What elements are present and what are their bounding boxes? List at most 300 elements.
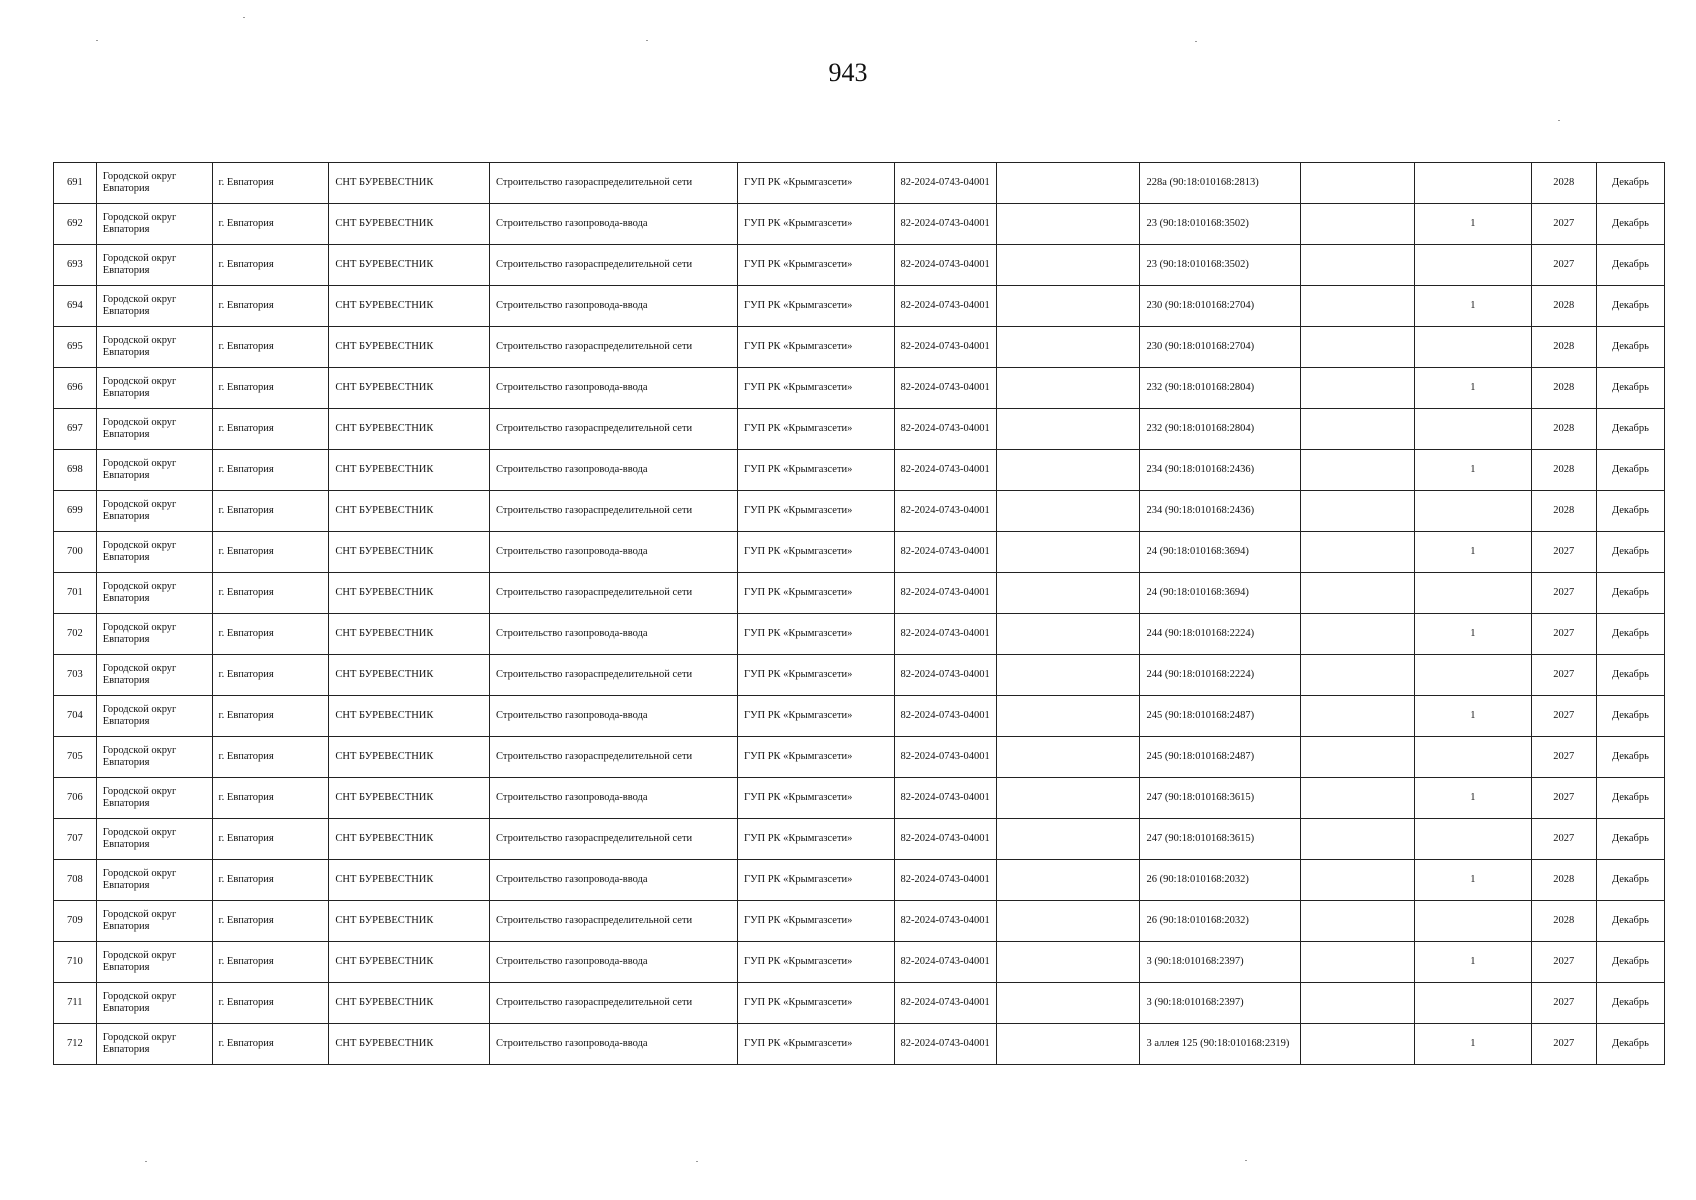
quantity-cell: 1 bbox=[1414, 778, 1531, 819]
object-cell: СНТ БУРЕВЕСТНИК bbox=[329, 860, 490, 901]
code-cell: 82-2024-0743-04001 bbox=[894, 491, 997, 532]
city-cell: г. Евпатория bbox=[212, 450, 329, 491]
city-cell: г. Евпатория bbox=[212, 286, 329, 327]
empty-cell bbox=[1301, 204, 1415, 245]
city-cell: г. Евпатория bbox=[212, 204, 329, 245]
code-cell: 82-2024-0743-04001 bbox=[894, 778, 997, 819]
work-cell: Строительство газораспределительной сети bbox=[490, 573, 738, 614]
district-cell: Городской округ Евпатория bbox=[96, 942, 212, 983]
table-row bbox=[54, 860, 1665, 901]
code-cell: 82-2024-0743-04001 bbox=[894, 204, 997, 245]
quantity-cell: 1 bbox=[1414, 614, 1531, 655]
month-cell: Декабрь bbox=[1596, 450, 1664, 491]
empty-cell bbox=[1301, 942, 1415, 983]
row-number: 699 bbox=[54, 491, 97, 532]
row-number: 710 bbox=[54, 942, 97, 983]
empty-cell bbox=[1301, 245, 1415, 286]
organization-cell: ГУП РК «Крымгазсети» bbox=[738, 368, 895, 409]
row-number: 698 bbox=[54, 450, 97, 491]
year-cell: 2028 bbox=[1531, 286, 1596, 327]
year-cell: 2027 bbox=[1531, 614, 1596, 655]
year-cell: 2028 bbox=[1531, 450, 1596, 491]
registry-table bbox=[53, 162, 1665, 1065]
row-number: 701 bbox=[54, 573, 97, 614]
city-cell: г. Евпатория bbox=[212, 860, 329, 901]
month-cell: Декабрь bbox=[1596, 860, 1664, 901]
row-number: 702 bbox=[54, 614, 97, 655]
code-cell: 82-2024-0743-04001 bbox=[894, 696, 997, 737]
address-cell: 228а (90:18:010168:2813) bbox=[1140, 163, 1301, 204]
object-cell: СНТ БУРЕВЕСТНИК bbox=[329, 245, 490, 286]
year-cell: 2028 bbox=[1531, 163, 1596, 204]
month-cell: Декабрь bbox=[1596, 286, 1664, 327]
district-cell: Городской округ Евпатория bbox=[96, 573, 212, 614]
work-cell: Строительство газораспределительной сети bbox=[490, 491, 738, 532]
code-cell: 82-2024-0743-04001 bbox=[894, 245, 997, 286]
row-number: 692 bbox=[54, 204, 97, 245]
row-number: 705 bbox=[54, 737, 97, 778]
empty-cell bbox=[1301, 901, 1415, 942]
object-cell: СНТ БУРЕВЕСТНИК bbox=[329, 491, 490, 532]
month-cell: Декабрь bbox=[1596, 245, 1664, 286]
empty-cell bbox=[1301, 860, 1415, 901]
month-cell: Декабрь bbox=[1596, 204, 1664, 245]
work-cell: Строительство газораспределительной сети bbox=[490, 327, 738, 368]
district-cell: Городской округ Евпатория bbox=[96, 901, 212, 942]
code-cell: 82-2024-0743-04001 bbox=[894, 450, 997, 491]
organization-cell: ГУП РК «Крымгазсети» bbox=[738, 819, 895, 860]
table-row bbox=[54, 614, 1665, 655]
empty-cell bbox=[1301, 696, 1415, 737]
address-cell: 23 (90:18:010168:3502) bbox=[1140, 245, 1301, 286]
empty-cell bbox=[997, 368, 1140, 409]
work-cell: Строительство газораспределительной сети bbox=[490, 819, 738, 860]
organization-cell: ГУП РК «Крымгазсети» bbox=[738, 409, 895, 450]
address-cell: 234 (90:18:010168:2436) bbox=[1140, 491, 1301, 532]
row-number: 694 bbox=[54, 286, 97, 327]
table-row bbox=[54, 491, 1665, 532]
table-row bbox=[54, 245, 1665, 286]
quantity-cell: 1 bbox=[1414, 368, 1531, 409]
district-cell: Городской округ Евпатория bbox=[96, 491, 212, 532]
quantity-cell bbox=[1414, 901, 1531, 942]
organization-cell: ГУП РК «Крымгазсети» bbox=[738, 245, 895, 286]
year-cell: 2028 bbox=[1531, 491, 1596, 532]
year-cell: 2027 bbox=[1531, 778, 1596, 819]
quantity-cell bbox=[1414, 163, 1531, 204]
city-cell: г. Евпатория bbox=[212, 819, 329, 860]
code-cell: 82-2024-0743-04001 bbox=[894, 819, 997, 860]
table-row bbox=[54, 737, 1665, 778]
empty-cell bbox=[997, 245, 1140, 286]
work-cell: Строительство газопровода-ввода bbox=[490, 778, 738, 819]
organization-cell: ГУП РК «Крымгазсети» bbox=[738, 860, 895, 901]
quantity-cell: 1 bbox=[1414, 532, 1531, 573]
city-cell: г. Евпатория bbox=[212, 696, 329, 737]
scan-speck bbox=[243, 17, 245, 18]
organization-cell: ГУП РК «Крымгазсети» bbox=[738, 1024, 895, 1065]
row-number: 709 bbox=[54, 901, 97, 942]
scan-speck bbox=[696, 1161, 698, 1162]
empty-cell bbox=[1301, 983, 1415, 1024]
object-cell: СНТ БУРЕВЕСТНИК bbox=[329, 368, 490, 409]
work-cell: Строительство газопровода-ввода bbox=[490, 696, 738, 737]
empty-cell bbox=[997, 819, 1140, 860]
empty-cell bbox=[997, 614, 1140, 655]
table-row bbox=[54, 696, 1665, 737]
year-cell: 2027 bbox=[1531, 245, 1596, 286]
year-cell: 2028 bbox=[1531, 327, 1596, 368]
table-row bbox=[54, 204, 1665, 245]
code-cell: 82-2024-0743-04001 bbox=[894, 1024, 997, 1065]
row-number: 696 bbox=[54, 368, 97, 409]
empty-cell bbox=[997, 901, 1140, 942]
quantity-cell: 1 bbox=[1414, 450, 1531, 491]
work-cell: Строительство газопровода-ввода bbox=[490, 286, 738, 327]
table-row bbox=[54, 327, 1665, 368]
table-row bbox=[54, 778, 1665, 819]
code-cell: 82-2024-0743-04001 bbox=[894, 901, 997, 942]
city-cell: г. Евпатория bbox=[212, 901, 329, 942]
empty-cell bbox=[997, 532, 1140, 573]
empty-cell bbox=[997, 655, 1140, 696]
address-cell: 234 (90:18:010168:2436) bbox=[1140, 450, 1301, 491]
address-cell: 245 (90:18:010168:2487) bbox=[1140, 737, 1301, 778]
year-cell: 2028 bbox=[1531, 860, 1596, 901]
district-cell: Городской округ Евпатория bbox=[96, 204, 212, 245]
district-cell: Городской округ Евпатория bbox=[96, 450, 212, 491]
work-cell: Строительство газопровода-ввода bbox=[490, 942, 738, 983]
district-cell: Городской округ Евпатория bbox=[96, 409, 212, 450]
organization-cell: ГУП РК «Крымгазсети» bbox=[738, 491, 895, 532]
empty-cell bbox=[997, 327, 1140, 368]
empty-cell bbox=[1301, 614, 1415, 655]
code-cell: 82-2024-0743-04001 bbox=[894, 983, 997, 1024]
table-row bbox=[54, 983, 1665, 1024]
district-cell: Городской округ Евпатория bbox=[96, 778, 212, 819]
code-cell: 82-2024-0743-04001 bbox=[894, 409, 997, 450]
work-cell: Строительство газопровода-ввода bbox=[490, 450, 738, 491]
empty-cell bbox=[1301, 819, 1415, 860]
district-cell: Городской округ Евпатория bbox=[96, 614, 212, 655]
work-cell: Строительство газораспределительной сети bbox=[490, 737, 738, 778]
row-number: 707 bbox=[54, 819, 97, 860]
scan-speck bbox=[145, 1161, 147, 1162]
quantity-cell: 1 bbox=[1414, 942, 1531, 983]
city-cell: г. Евпатория bbox=[212, 409, 329, 450]
empty-cell bbox=[1301, 286, 1415, 327]
year-cell: 2027 bbox=[1531, 573, 1596, 614]
city-cell: г. Евпатория bbox=[212, 983, 329, 1024]
city-cell: г. Евпатория bbox=[212, 368, 329, 409]
organization-cell: ГУП РК «Крымгазсети» bbox=[738, 163, 895, 204]
address-cell: 230 (90:18:010168:2704) bbox=[1140, 286, 1301, 327]
code-cell: 82-2024-0743-04001 bbox=[894, 368, 997, 409]
object-cell: СНТ БУРЕВЕСТНИК bbox=[329, 573, 490, 614]
address-cell: 3 (90:18:010168:2397) bbox=[1140, 942, 1301, 983]
city-cell: г. Евпатория bbox=[212, 532, 329, 573]
month-cell: Декабрь bbox=[1596, 532, 1664, 573]
empty-cell bbox=[997, 737, 1140, 778]
address-cell: 24 (90:18:010168:3694) bbox=[1140, 532, 1301, 573]
scan-speck bbox=[1558, 120, 1560, 121]
quantity-cell bbox=[1414, 737, 1531, 778]
city-cell: г. Евпатория bbox=[212, 655, 329, 696]
empty-cell bbox=[1301, 573, 1415, 614]
scan-speck bbox=[96, 40, 98, 41]
empty-cell bbox=[997, 573, 1140, 614]
empty-cell bbox=[997, 942, 1140, 983]
year-cell: 2027 bbox=[1531, 696, 1596, 737]
work-cell: Строительство газопровода-ввода bbox=[490, 860, 738, 901]
address-cell: 24 (90:18:010168:3694) bbox=[1140, 573, 1301, 614]
city-cell: г. Евпатория bbox=[212, 573, 329, 614]
month-cell: Декабрь bbox=[1596, 163, 1664, 204]
code-cell: 82-2024-0743-04001 bbox=[894, 942, 997, 983]
table-row bbox=[54, 573, 1665, 614]
empty-cell bbox=[1301, 327, 1415, 368]
year-cell: 2028 bbox=[1531, 409, 1596, 450]
month-cell: Декабрь bbox=[1596, 614, 1664, 655]
address-cell: 247 (90:18:010168:3615) bbox=[1140, 819, 1301, 860]
organization-cell: ГУП РК «Крымгазсети» bbox=[738, 737, 895, 778]
year-cell: 2028 bbox=[1531, 368, 1596, 409]
month-cell: Декабрь bbox=[1596, 1024, 1664, 1065]
object-cell: СНТ БУРЕВЕСТНИК bbox=[329, 901, 490, 942]
object-cell: СНТ БУРЕВЕСТНИК bbox=[329, 1024, 490, 1065]
month-cell: Декабрь bbox=[1596, 409, 1664, 450]
organization-cell: ГУП РК «Крымгазсети» bbox=[738, 901, 895, 942]
object-cell: СНТ БУРЕВЕСТНИК bbox=[329, 286, 490, 327]
address-cell: 232 (90:18:010168:2804) bbox=[1140, 409, 1301, 450]
year-cell: 2027 bbox=[1531, 655, 1596, 696]
object-cell: СНТ БУРЕВЕСТНИК bbox=[329, 983, 490, 1024]
year-cell: 2027 bbox=[1531, 983, 1596, 1024]
district-cell: Городской округ Евпатория bbox=[96, 737, 212, 778]
table-row bbox=[54, 368, 1665, 409]
district-cell: Городской округ Евпатория bbox=[96, 163, 212, 204]
month-cell: Декабрь bbox=[1596, 983, 1664, 1024]
empty-cell bbox=[997, 1024, 1140, 1065]
object-cell: СНТ БУРЕВЕСТНИК bbox=[329, 327, 490, 368]
object-cell: СНТ БУРЕВЕСТНИК bbox=[329, 942, 490, 983]
table-row bbox=[54, 819, 1665, 860]
empty-cell bbox=[1301, 491, 1415, 532]
empty-cell bbox=[997, 983, 1140, 1024]
work-cell: Строительство газораспределительной сети bbox=[490, 409, 738, 450]
organization-cell: ГУП РК «Крымгазсети» bbox=[738, 655, 895, 696]
quantity-cell bbox=[1414, 491, 1531, 532]
row-number: 703 bbox=[54, 655, 97, 696]
work-cell: Строительство газопровода-ввода bbox=[490, 1024, 738, 1065]
empty-cell bbox=[997, 860, 1140, 901]
code-cell: 82-2024-0743-04001 bbox=[894, 163, 997, 204]
scan-speck bbox=[1245, 1160, 1247, 1161]
city-cell: г. Евпатория bbox=[212, 1024, 329, 1065]
district-cell: Городской округ Евпатория bbox=[96, 860, 212, 901]
quantity-cell: 1 bbox=[1414, 696, 1531, 737]
work-cell: Строительство газопровода-ввода bbox=[490, 204, 738, 245]
work-cell: Строительство газопровода-ввода bbox=[490, 532, 738, 573]
code-cell: 82-2024-0743-04001 bbox=[894, 286, 997, 327]
scan-speck bbox=[646, 40, 648, 41]
object-cell: СНТ БУРЕВЕСТНИК bbox=[329, 778, 490, 819]
address-cell: 244 (90:18:010168:2224) bbox=[1140, 614, 1301, 655]
table-row bbox=[54, 942, 1665, 983]
code-cell: 82-2024-0743-04001 bbox=[894, 655, 997, 696]
empty-cell bbox=[997, 778, 1140, 819]
city-cell: г. Евпатория bbox=[212, 163, 329, 204]
code-cell: 82-2024-0743-04001 bbox=[894, 573, 997, 614]
scan-speck bbox=[1195, 41, 1197, 42]
object-cell: СНТ БУРЕВЕСТНИК bbox=[329, 819, 490, 860]
object-cell: СНТ БУРЕВЕСТНИК bbox=[329, 409, 490, 450]
month-cell: Декабрь bbox=[1596, 737, 1664, 778]
row-number: 697 bbox=[54, 409, 97, 450]
work-cell: Строительство газораспределительной сети bbox=[490, 901, 738, 942]
address-cell: 247 (90:18:010168:3615) bbox=[1140, 778, 1301, 819]
month-cell: Декабрь bbox=[1596, 696, 1664, 737]
city-cell: г. Евпатория bbox=[212, 778, 329, 819]
object-cell: СНТ БУРЕВЕСТНИК bbox=[329, 532, 490, 573]
quantity-cell bbox=[1414, 983, 1531, 1024]
organization-cell: ГУП РК «Крымгазсети» bbox=[738, 532, 895, 573]
work-cell: Строительство газораспределительной сети bbox=[490, 245, 738, 286]
row-number: 691 bbox=[54, 163, 97, 204]
empty-cell bbox=[1301, 1024, 1415, 1065]
city-cell: г. Евпатория bbox=[212, 737, 329, 778]
row-number: 711 bbox=[54, 983, 97, 1024]
table-row bbox=[54, 532, 1665, 573]
organization-cell: ГУП РК «Крымгазсети» bbox=[738, 286, 895, 327]
row-number: 706 bbox=[54, 778, 97, 819]
district-cell: Городской округ Евпатория bbox=[96, 819, 212, 860]
year-cell: 2027 bbox=[1531, 942, 1596, 983]
organization-cell: ГУП РК «Крымгазсети» bbox=[738, 573, 895, 614]
empty-cell bbox=[997, 204, 1140, 245]
district-cell: Городской округ Евпатория bbox=[96, 696, 212, 737]
district-cell: Городской округ Евпатория bbox=[96, 532, 212, 573]
row-number: 712 bbox=[54, 1024, 97, 1065]
organization-cell: ГУП РК «Крымгазсети» bbox=[738, 327, 895, 368]
object-cell: СНТ БУРЕВЕСТНИК bbox=[329, 737, 490, 778]
address-cell: 230 (90:18:010168:2704) bbox=[1140, 327, 1301, 368]
organization-cell: ГУП РК «Крымгазсети» bbox=[738, 696, 895, 737]
address-cell: 26 (90:18:010168:2032) bbox=[1140, 901, 1301, 942]
object-cell: СНТ БУРЕВЕСТНИК bbox=[329, 163, 490, 204]
year-cell: 2027 bbox=[1531, 737, 1596, 778]
code-cell: 82-2024-0743-04001 bbox=[894, 737, 997, 778]
quantity-cell: 1 bbox=[1414, 204, 1531, 245]
row-number: 693 bbox=[54, 245, 97, 286]
object-cell: СНТ БУРЕВЕСТНИК bbox=[329, 614, 490, 655]
quantity-cell bbox=[1414, 819, 1531, 860]
city-cell: г. Евпатория bbox=[212, 491, 329, 532]
empty-cell bbox=[997, 409, 1140, 450]
empty-cell bbox=[997, 491, 1140, 532]
quantity-cell: 1 bbox=[1414, 286, 1531, 327]
code-cell: 82-2024-0743-04001 bbox=[894, 860, 997, 901]
work-cell: Строительство газораспределительной сети bbox=[490, 983, 738, 1024]
organization-cell: ГУП РК «Крымгазсети» bbox=[738, 204, 895, 245]
address-cell: 3 аллея 125 (90:18:010168:2319) bbox=[1140, 1024, 1301, 1065]
table-row bbox=[54, 409, 1665, 450]
empty-cell bbox=[997, 696, 1140, 737]
address-cell: 23 (90:18:010168:3502) bbox=[1140, 204, 1301, 245]
table-row bbox=[54, 286, 1665, 327]
year-cell: 2027 bbox=[1531, 532, 1596, 573]
month-cell: Декабрь bbox=[1596, 655, 1664, 696]
organization-cell: ГУП РК «Крымгазсети» bbox=[738, 983, 895, 1024]
district-cell: Городской округ Евпатория bbox=[96, 1024, 212, 1065]
organization-cell: ГУП РК «Крымгазсети» bbox=[738, 450, 895, 491]
empty-cell bbox=[997, 450, 1140, 491]
month-cell: Декабрь bbox=[1596, 491, 1664, 532]
object-cell: СНТ БУРЕВЕСТНИК bbox=[329, 655, 490, 696]
year-cell: 2027 bbox=[1531, 819, 1596, 860]
empty-cell bbox=[1301, 737, 1415, 778]
quantity-cell bbox=[1414, 327, 1531, 368]
year-cell: 2027 bbox=[1531, 1024, 1596, 1065]
month-cell: Декабрь bbox=[1596, 368, 1664, 409]
code-cell: 82-2024-0743-04001 bbox=[894, 327, 997, 368]
work-cell: Строительство газопровода-ввода bbox=[490, 614, 738, 655]
city-cell: г. Евпатория bbox=[212, 245, 329, 286]
row-number: 695 bbox=[54, 327, 97, 368]
table-row bbox=[54, 1024, 1665, 1065]
district-cell: Городской округ Евпатория bbox=[96, 286, 212, 327]
month-cell: Декабрь bbox=[1596, 573, 1664, 614]
organization-cell: ГУП РК «Крымгазсети» bbox=[738, 778, 895, 819]
page-number: 943 bbox=[828, 58, 868, 87]
month-cell: Декабрь bbox=[1596, 942, 1664, 983]
quantity-cell bbox=[1414, 655, 1531, 696]
quantity-cell bbox=[1414, 409, 1531, 450]
district-cell: Городской округ Евпатория bbox=[96, 368, 212, 409]
address-cell: 245 (90:18:010168:2487) bbox=[1140, 696, 1301, 737]
code-cell: 82-2024-0743-04001 bbox=[894, 532, 997, 573]
empty-cell bbox=[1301, 655, 1415, 696]
row-number: 704 bbox=[54, 696, 97, 737]
quantity-cell bbox=[1414, 573, 1531, 614]
work-cell: Строительство газораспределительной сети bbox=[490, 655, 738, 696]
work-cell: Строительство газопровода-ввода bbox=[490, 368, 738, 409]
address-cell: 232 (90:18:010168:2804) bbox=[1140, 368, 1301, 409]
table-row bbox=[54, 450, 1665, 491]
month-cell: Декабрь bbox=[1596, 901, 1664, 942]
table-row bbox=[54, 163, 1665, 204]
address-cell: 244 (90:18:010168:2224) bbox=[1140, 655, 1301, 696]
district-cell: Городской округ Евпатория bbox=[96, 327, 212, 368]
table-row bbox=[54, 655, 1665, 696]
quantity-cell bbox=[1414, 245, 1531, 286]
empty-cell bbox=[1301, 368, 1415, 409]
district-cell: Городской округ Евпатория bbox=[96, 983, 212, 1024]
empty-cell bbox=[1301, 163, 1415, 204]
object-cell: СНТ БУРЕВЕСТНИК bbox=[329, 450, 490, 491]
row-number: 708 bbox=[54, 860, 97, 901]
address-cell: 26 (90:18:010168:2032) bbox=[1140, 860, 1301, 901]
address-cell: 3 (90:18:010168:2397) bbox=[1140, 983, 1301, 1024]
empty-cell bbox=[1301, 778, 1415, 819]
row-number: 700 bbox=[54, 532, 97, 573]
year-cell: 2027 bbox=[1531, 204, 1596, 245]
city-cell: г. Евпатория bbox=[212, 942, 329, 983]
empty-cell bbox=[997, 163, 1140, 204]
registry-rows bbox=[54, 163, 1665, 1065]
work-cell: Строительство газораспределительной сети bbox=[490, 163, 738, 204]
quantity-cell: 1 bbox=[1414, 860, 1531, 901]
